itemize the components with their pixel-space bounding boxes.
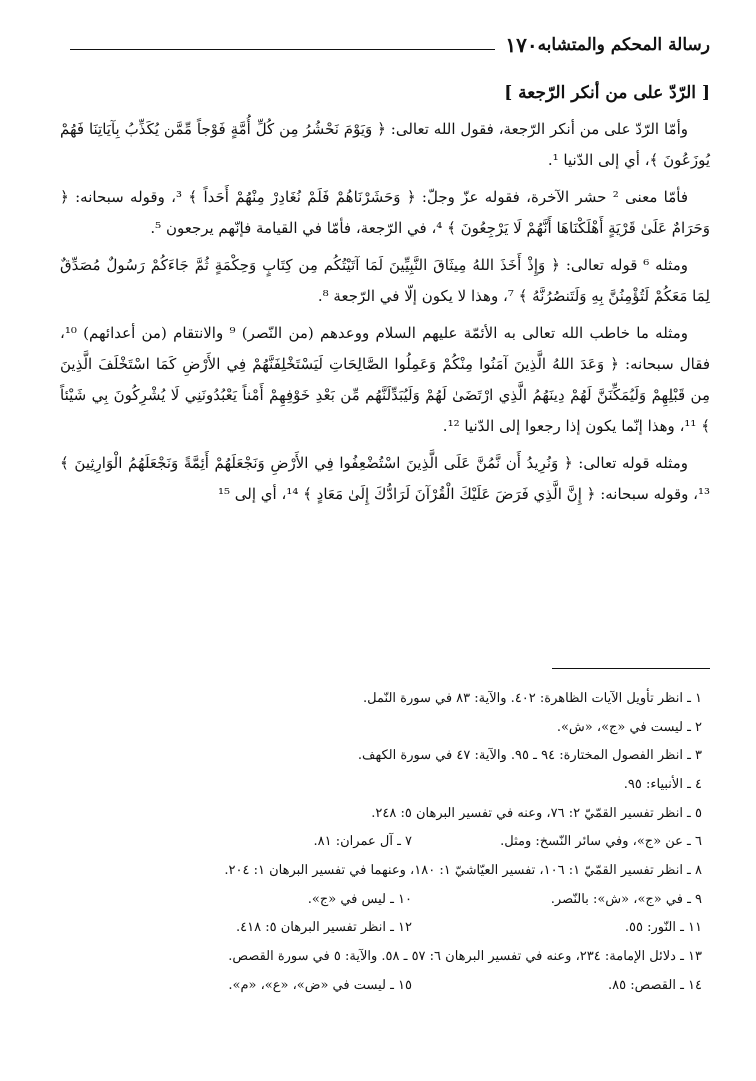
footnote-line: [60, 827, 710, 856]
footnote-line: [60, 684, 710, 713]
footnote-line: [60, 942, 710, 971]
page-number: ١٧٠: [505, 33, 538, 57]
footnote: ٣ ـ انظر الفصول المختارة: ٩٤ ـ ٩٥. والآية: ٤٧ في سورة الكهف.: [357, 748, 702, 764]
paragraph: ومثله ما خاطب الله تعالى به الأئمّة عليهم السلام ووعدهم (من النّصر) ⁹ والانتقام (من أعدائهم) ¹⁰، فقال سبحانه: ﴿ وَعَدَ اللهُ الَّذِينَ آمَنُوا مِنْكُمْ وَعَمِلُوا الصَّالِحَاتِ لَيَسْتَخْلِفَنَّهُمْ فِي الأَرْضِ كَمَا اسْتَخْلَفَ الَّذِينَ مِن قَبْلِهِمْ وَلَيُمَكِّنَنَّ لَهُمْ دِينَهُمُ الَّذِي ارْتَضَىٰ لَهُمْ وَلَيُبَدِّلَنَّهُم مِّن بَعْدِ خَوْفِهِمْ أَمْناً يَعْبُدُونَنِي لَا يُشْرِكُونَ بِي شَيْئاً ﴾ ¹¹، وهذا إنّما يكون إذا رجعوا إلى الدّنيا ¹².: [60, 324, 710, 435]
main-text: [60, 78, 710, 516]
footnote: ١٣ ـ دلائل الإمامة: ٢٣٤، وعنه في تفسير البرهان ٦: ٥٧ ـ ٥٨. والآية: ٥ في سورة القصص.: [228, 949, 702, 965]
footnote: ٢ ـ ليست في «ج»، «ش».: [556, 719, 702, 735]
paragraph: ومثله قوله تعالى: ﴿ وَنُرِيدُ أَن نَّمُنَّ عَلَى الَّذِينَ اسْتُضْعِفُوا فِي الأَرْضِ وَنَجْعَلَهُمْ أَئِمَّةً وَنَجْعَلَهُمُ الْوَارِثِينَ ﴾ ¹³، وقوله سبحانه: ﴿ إِنَّ الَّذِي فَرَضَ عَلَيْكَ الْقُرْآنَ لَرَادُّكَ إِلَىٰ مَعَادٍ ﴾ ¹⁴، أي إلى ¹⁵: [60, 454, 710, 503]
footnote: ١٥ ـ ليست في «ض»، «ع»، «م».: [228, 977, 412, 993]
footnote-line: [60, 856, 710, 885]
footnote-line: [60, 770, 710, 799]
book-page: [60, 0, 710, 1081]
footnote: ٤ ـ الأنبياء: ٩٥.: [623, 776, 702, 792]
footnote-line: [60, 914, 710, 943]
footnote: ١ ـ انظر تأويل الآيات الظاهرة: ٤٠٢. والآية: ٨٣ في سورة النّمل.: [363, 690, 702, 706]
footnote: ٨ ـ انظر تفسير القمّيّ ١: ١٠٦، تفسير العيّاشيّ ١: ١٨٠، وعنهما في تفسير البرهان ١: ٢٠٤.: [224, 862, 702, 878]
footnote: ١٢ ـ انظر تفسير البرهان ٥: ٤١٨.: [235, 920, 412, 936]
footnote: ٥ ـ انظر تفسير القمّيّ ٢: ٧٦، وعنه في تفسير البرهان ٥: ٢٤٨.: [371, 805, 702, 821]
paragraph: ومثله ⁶ قوله تعالى: ﴿ وَإِذْ أَخَذَ اللهُ مِيثَاقَ النَّبِيِّينَ لَمَا آتَيْتُكُم مِن كِتَابٍ وَحِكْمَةٍ ثُمَّ جَاءَكُمْ رَسُولٌ مُصَدِّقٌ لِمَا مَعَكُمْ لَتُؤْمِنُنَّ بِهِ وَلَتَنصُرُنَّهُ ﴾ ⁷، وهذا لا يكون إلّا في الرّجعة ⁸.: [60, 256, 710, 305]
footnote-line: [60, 971, 710, 1000]
paragraph: وأمّا الرّدّ على من أنكر الرّجعة، فقول الله تعالى: ﴿ وَيَوْمَ نَحْشُرُ مِن كُلِّ أُمَّةٍ فَوْجاً مِّمَّن يُكَذِّبُ بِآيَاتِنَا فَهُمْ يُوزَعُونَ ﴾، أي إلى الدّنيا ¹.: [60, 120, 710, 169]
footnote-separator: [552, 668, 710, 669]
page-header: [60, 30, 710, 60]
footnote-line: [60, 713, 710, 742]
running-title: رسالة المحكم والمتشابه: [537, 35, 710, 55]
section-title: [ الرّدّ على من أنكر الرّجعة ]: [504, 83, 710, 103]
header-rule: [70, 49, 495, 50]
footnote: ٧ ـ آل عمران: ٨١.: [313, 834, 412, 850]
footnote: ٩ ـ في «ج»، «ش»: بالنّصر.: [550, 891, 702, 907]
footnote: ١١ ـ النّور: ٥٥.: [624, 920, 702, 936]
footnote-line: [60, 741, 710, 770]
footnote: ١٠ ـ ليس في «ج».: [307, 891, 412, 907]
footnote: ٦ ـ عن «ج»، وفي سائر النّسخ: ومثل.: [500, 834, 702, 850]
footnotes: [60, 684, 710, 1000]
paragraph: فأمّا معنى ² حشر الآخرة، فقوله عزّ وجلّ: ﴿ وَحَشَرْنَاهُمْ فَلَمْ نُغَادِرْ مِنْهُمْ أَحَداً ﴾ ³، وقوله سبحانه: ﴿ وَحَرَامٌ عَلَىٰ قَرْيَةٍ أَهْلَكْنَاهَا أَنَّهُمْ لَا يَرْجِعُونَ ﴾ ⁴، في الرّجعة، فأمّا في القيامة فإنّهم يرجعون ⁵.: [60, 188, 710, 237]
footnote-line: [60, 885, 710, 914]
footnote: ١٤ ـ القصص: ٨٥.: [607, 977, 702, 993]
footnote-line: [60, 799, 710, 828]
